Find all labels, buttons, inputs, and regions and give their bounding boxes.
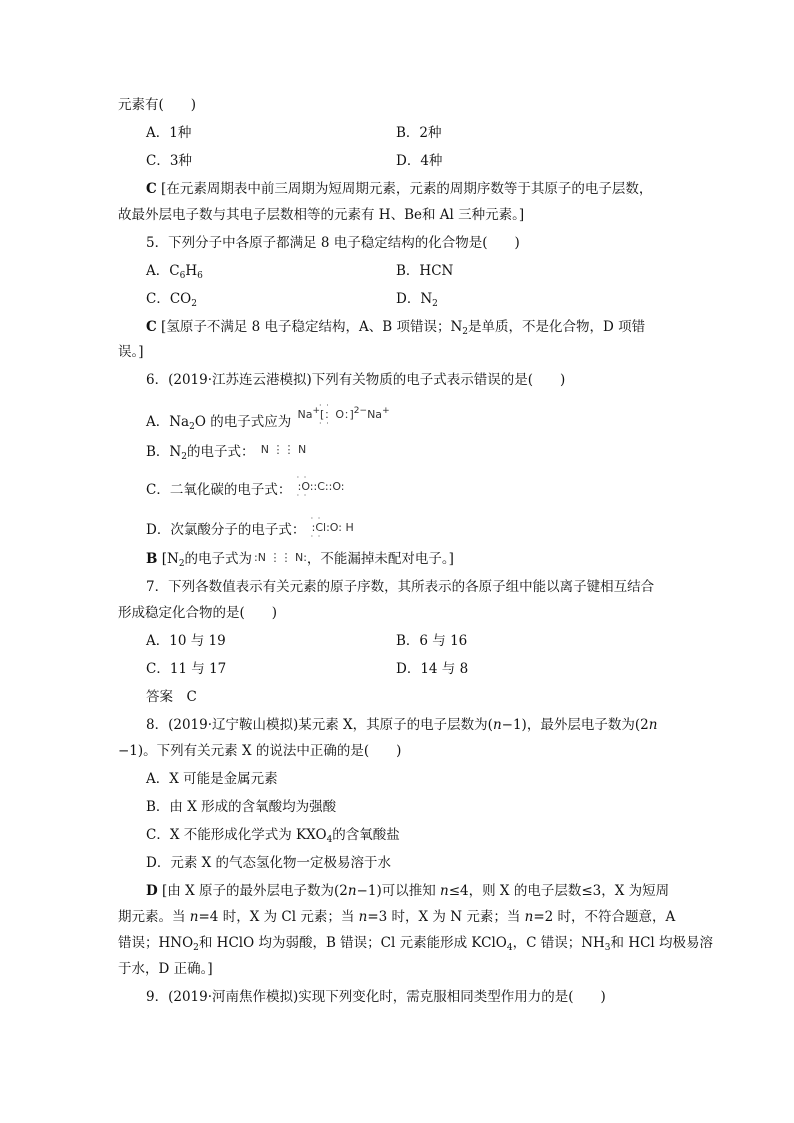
q4-option-c: C．3种 (146, 153, 192, 169)
q6-option-b: B．$N_2$的电子式： $^{N ⋮⋮ N}$ (146, 443, 307, 462)
q7-option-a: A．10 与 19 (146, 633, 226, 649)
q5-answer-line2: 误。] (118, 344, 144, 360)
electron-formula-na2o: Na+· · [：O：] · ·2−Na+ (298, 408, 390, 421)
q7-answer: 答案 C (146, 689, 197, 705)
q4-option-d: D．4种 (396, 153, 443, 169)
answer-letter: C (146, 181, 157, 197)
answer-letter: C (146, 319, 157, 335)
q8-answer-line3: 错误；$HNO_2$和 HClO 均为弱酸，B 错误；Cl 元素能形成 KClO$_4$，C 错误；$NH_3$和 HCl 均极易溶 (118, 935, 714, 953)
q8-stem-line2: −1)。下列有关元素 X 的说法中正确的是( ) (118, 743, 402, 759)
q8-stem: 8．(2019·辽宁鞍山模拟)某元素 X，其原子的电子层数为(n−1)，最外层电子数为(2n (146, 717, 658, 733)
q7-option-c: C．11 与 17 (146, 661, 227, 677)
q4-option-b: B．2种 (396, 125, 442, 141)
q7-stem-line2: 形成稳定化合物的是( ) (118, 605, 278, 621)
electron-formula-n2: N ⋮⋮ N (260, 443, 307, 456)
q8-answer-line2: 期元素。当 n=4 时，X 为 Cl 元素；当 n=3 时，X 为 N 元素；当 n=2 时，不符合题意，A (118, 909, 676, 925)
q5-answer: C [氢原子不满足 8 电子稳定结构，A、B 项错误；$N_2$是单质，不是化合物，D 项错 (146, 319, 646, 337)
answer-letter: B (146, 551, 158, 567)
q8-answer: D [由 X 原子的最外层电子数为(2n−1)可以推知 n≤4，则 X 的电子层数≤3，X 为短周 (146, 883, 670, 899)
q4-answer-line2: 故最外层电子数与其电子层数相等的元素有 H、Be和 Al 三种元素。] (118, 207, 525, 223)
q4-answer: C [在元素周期表中前三周期为短周期元素，元素的周期序数等于其原子的电子层数， (146, 181, 653, 197)
q6-option-d: D．次氯酸分子的电子式： · · :Cl:O: H · · (146, 521, 354, 540)
q8-option-c: C．X 不能形成化学式为 $KXO_4$的含氧酸盐 (146, 827, 400, 845)
q4-stem-tail: 元素有( ) (118, 97, 197, 113)
q5-option-d: D．$N_2$ (396, 291, 438, 309)
q9-stem: 9．(2019·河南焦作模拟)实现下列变化时，需克服相同类型作用力的是( ) (146, 989, 606, 1005)
q6-stem: 6．(2019·江苏连云港模拟)下列有关物质的电子式表示错误的是( ) (146, 372, 566, 388)
q5-option-a: A．$C_6H_6$ (146, 263, 203, 281)
q7-option-b: B．6 与 16 (396, 633, 468, 649)
q8-answer-line4: 于水，D 正确。] (118, 961, 213, 977)
q6-answer: B [$N_2$的电子式为 :N ⋮⋮ N:，不能漏掉未配对电子。] (146, 551, 454, 569)
q4-option-a: A．1种 (146, 125, 192, 141)
electron-formula-hclo: · · :Cl:O: H · · (312, 519, 354, 537)
q8-option-d: D．元素 X 的气态氢化物一定极易溶于水 (146, 855, 392, 871)
q8-option-b: B．由 X 形成的含氧酸均为强酸 (146, 799, 337, 815)
q6-option-a: A．$Na_2O$ 的电子式应为 $^{Na^+\cdot \cdot [:O:] \cdot \cdot^{2-}Na^+}$ (146, 413, 390, 432)
q7-option-d: D．14 与 8 (396, 661, 469, 677)
electron-formula-co2: · · :O::C::O: · · (298, 478, 345, 496)
electron-formula-n2-correct: :N ⋮⋮ N: (254, 551, 307, 564)
q8-option-a: A．X 可能是金属元素 (146, 771, 278, 787)
q5-stem: 5．下列分子中各原子都满足 8 电子稳定结构的化合物是( ) (146, 235, 520, 251)
q6-option-c: C．二氧化碳的电子式： · · :O::C::O: · · (146, 481, 345, 500)
q5-option-b: B．HCN (396, 263, 454, 279)
q7-stem: 7．下列各数值表示有关元素的原子序数，其所表示的各原子组中能以离子键相互结合 (146, 579, 655, 595)
q5-option-c: C．$CO_2$ (146, 291, 197, 309)
answer-letter: D (146, 883, 158, 899)
